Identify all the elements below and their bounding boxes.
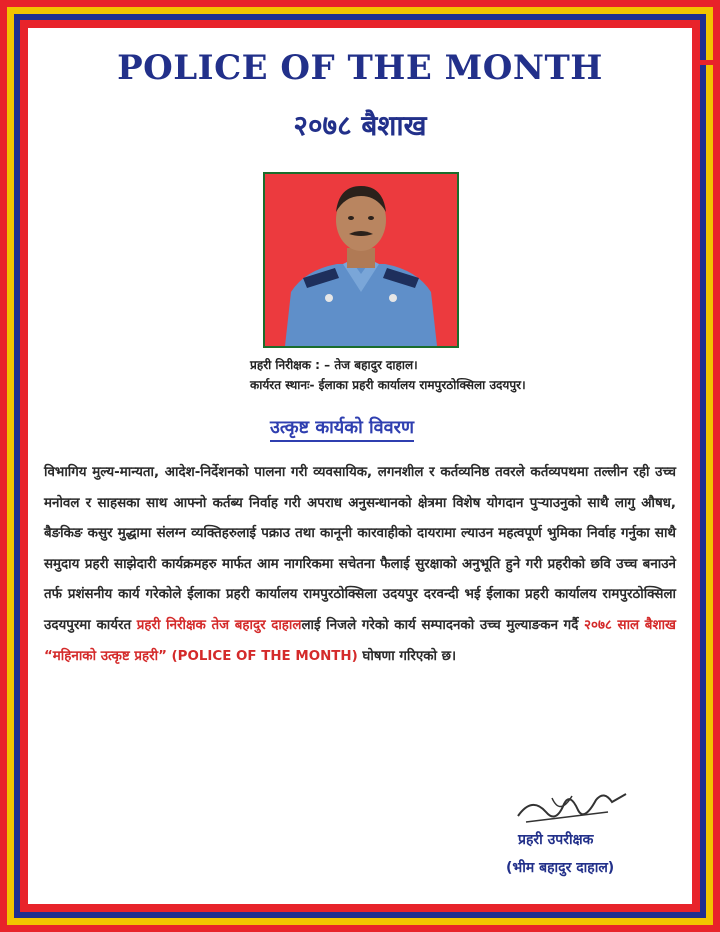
certificate-title: POLICE OF THE MONTH <box>117 48 603 88</box>
officer-rank-line: प्रहरी निरीक्षक : – तेज बहादुर दाहाल। <box>250 358 418 372</box>
section-heading: उत्कृष्ट कार्यको विवरण <box>270 415 414 442</box>
officer-posting-line: कार्यरत स्थानः- ईलाका प्रहरी कार्यालय रामपुरठोक्सिला उदयपुर। <box>250 378 526 392</box>
officer-portrait-icon <box>265 174 457 346</box>
citation-officer-name: प्रहरी निरीक्षक तेज बहादुर दाहाल <box>136 617 302 633</box>
officer-photo <box>263 172 459 348</box>
citation-text-part3: घोषणा गरिएको छ। <box>357 648 457 664</box>
citation-text-part2: लाई निजले गरेको कार्य सम्पादनको उच्च मुल्याङकन गर्दै <box>301 617 585 633</box>
citation-award: २०७८ साल बैशाख “महिनाको उत्कृष्ट प्रहरी” (POLICE OF THE MONTH) <box>44 617 676 664</box>
right-edge-marker <box>700 60 720 65</box>
certificate-date: २०७८ बैशाख <box>293 109 427 142</box>
citation-paragraph <box>44 458 676 672</box>
signatory-name: (भीम बहादुर दाहाल) <box>506 860 615 876</box>
signatory-title: प्रहरी उपरीक्षक <box>518 832 594 848</box>
signature-mark-icon <box>512 786 632 830</box>
citation-text-part1: विभागिय मुल्य-मान्यता, आदेश-निर्देशनको पालना गरी व्यवसायिक, लगनशील र कर्तव्यनिष्ठ तवरले कर्तव्यपथमा तल्लीन रही उच्च मनोवल र साहसका साथ आफ्नो कर्तब्य निर्वाह गरी अपराध अनुसन्धानको क्षेत्रमा विशेष योगदान पुर्‍याउनुको साथै लागु औषध, बैङकिङ कसुर मुद्धामा संलग्न व्यक्तिहरुलाई पक्राउ तथा कानूनी कारवाहीको दायरामा ल्याउन महत्वपूर्ण भुमिका निर्वाह गर्नुका साथै समुदाय प्रहरी साझेदारी कार्यक्रमहरु मार्फत आम नागरिकमा सचेतना फैलाई सुरक्षाको अनुभूति हुने गरी प्रहरीको छवि उच्च बनाउने तर्फ प्रशंसनीय कार्य गरेकोले ईलाका प्रहरी कार्यालय रामपुरठोक्सिला उदयपुर दरवन्दी भई ईलाका प्रहरी कार्यालय रामपुरठोक्सिला उदयपुरमा कार्यरत <box>44 465 676 633</box>
